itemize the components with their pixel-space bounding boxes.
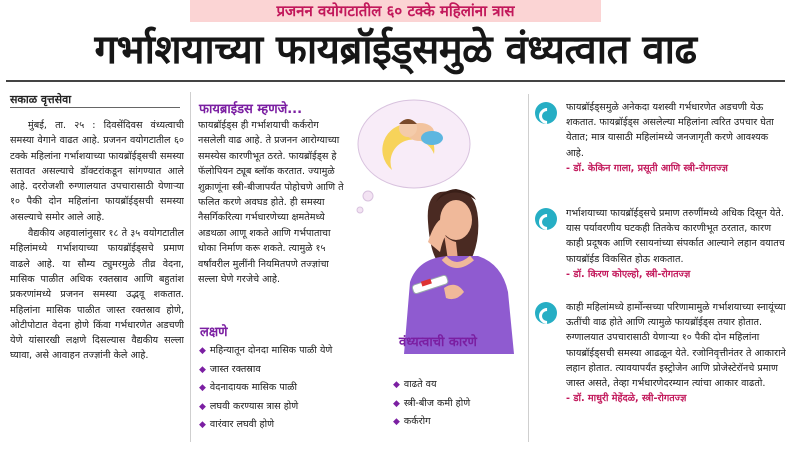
byline-rule [10, 107, 180, 108]
symptoms-heading: लक्षणे [200, 325, 228, 340]
causes-list [393, 376, 523, 432]
woman-illustration [352, 92, 520, 354]
cause-item: ◆ कर्करोग [393, 416, 431, 428]
quote-mark-icon [535, 208, 557, 230]
expert-quote [535, 100, 787, 176]
symptom-item: ◆ जास्त रक्तस्राव [199, 363, 261, 375]
bullet-diamond-icon: ◆ [393, 398, 400, 409]
symptom-item: ◆ लघवी करण्यास त्रास होणे [199, 400, 299, 412]
quote-mark-icon [535, 102, 557, 124]
quote-mark-icon [535, 302, 557, 324]
symptoms-list [199, 342, 351, 435]
quote-text: फायब्रॉईड्समुळे अनेकदा यशस्वी गर्भधारणेत अडचणी येऊ शकतात. फायब्रॉईड्स असलेल्या महिलांना त्वरित उपचार घेता येतात; मात्र यासाठी महिलांमध्ये जनजागृती करणे आवश्यक आहे. - डॉ. केकिन गाला, प्रसूती आणि स्त्री-रोगतज्ज्ञ [566, 102, 774, 174]
bullet-diamond-icon: ◆ [199, 420, 206, 431]
symptom-item: ◆ महिन्यातून दोनदा मासिक पाळी येणे [199, 345, 333, 356]
causes-heading: वंध्यत्वाची कारणे [399, 335, 477, 350]
expert-quote [535, 206, 787, 282]
symptom-item: ◆ वारंवार लघवी होणे [199, 419, 275, 431]
headline-rule [6, 80, 785, 82]
quote-attribution: - डॉ. किरण कोएल्हो, स्त्री-रोगतज्ज्ञ [566, 268, 691, 280]
bullet-diamond-icon: ◆ [199, 364, 206, 375]
bullet-diamond-icon: ◆ [393, 417, 400, 428]
cause-item: ◆ स्त्री-बीज कमी होणे [393, 397, 471, 409]
fibroids-heading: फायब्राईडस म्हणजे... [199, 102, 303, 117]
body-paragraph: मुंबई, ता. २५ : दिवसेंदिवस वंध्यत्वाची समस्या वेगाने वाढत आहे. प्रजनन वयोगटातील ६० टक्के महिलांना गर्भाशयाच्या फायब्रॉईड्सची समस्या सतावत असल्याचे डॉक्टरांकडून सांगण्यात आले आहे. दररोजशी रुग्णालयात उपचारासाठी येणाऱ्या १० पैकी दोन महिलांना फायब्रॉईड्सची समस्या असल्याचे समोर आले आहे. [10, 120, 184, 223]
kicker-banner: प्रजनन वयोगटातील ६० टक्के महिलांना त्रास [190, 0, 601, 22]
bullet-diamond-icon: ◆ [199, 383, 206, 394]
headline: गर्भाशयाच्या फायब्रॉईड्‌समुळे वंध्यत्वात वाढ [94, 27, 697, 73]
expert-quote [535, 300, 787, 406]
fibroids-text: फायब्रॉईड्स ही गर्भाशयाची कर्करोग नसलेली वाढ आहे. ते प्रजनन आरोग्याच्या समस्येस कारणीभूत ठरते. फायब्रॉईड्स हे फॅलोपियन ट्यूब ब्लॉक करतात. ज्यामुळे शुक्राणूंना स्त्री-बीजापर्यंत पोहोचणे आणि ते फलित करणे अवघड होते. ही समस्या नैसर्गिकरित्या गर्भधारणेच्या क्षमतेमध्ये अडथळा आणू शकते आणि गर्भपाताचा धोका निर्माण करू शकते. त्यामुळे १५ वर्षांवरील मुलींनी नियमितपणे तज्ज्ञांचा सल्ला घेणे गरजेचे आहे. [198, 120, 344, 286]
bullet-diamond-icon: ◆ [199, 401, 206, 412]
quote-attribution: - डॉ. माधुरी मेहेंदळे, स्त्री-रोगतज्ज्ञ [566, 393, 687, 405]
bullet-diamond-icon: ◆ [199, 346, 206, 356]
quote-text: गर्भाशयाच्या फायब्रॉईड्सचे प्रमाण तरुणींमध्ये अधिक दिसून येते. यास पर्यावरणीय घटकही तितकेच कारणीभूत ठरतात, कारण काही प्रदूषक आणि रसायनांच्या संपर्कात आल्याने लहान वयातच फायब्रॉईड विकसित होऊ शकतात. - डॉ. किरण कोएल्हो, स्त्री-रोगतज्ज्ञ [566, 208, 785, 280]
main-article-body [10, 118, 184, 440]
column-divider [528, 94, 529, 442]
quote-attribution: - डॉ. केकिन गाला, प्रसूती आणि स्त्री-रोगतज्ज्ञ [566, 162, 728, 174]
quote-text: काही महिलांमध्ये हार्मोन्सच्या परिणामामुळे गर्भाशयाच्या स्नायूंच्या ऊतींची वाढ होते आणि त्यामुळे फायब्रॉईड्स तयार होतात. रुग्णालयात उपचारासाठी येणाऱ्या १० पैकी दोन महिलांना फायब्रॉईड्सची समस्या आढळून येते. रजोनिवृत्तीनंतर ते आकाराने लहान होतात. त्यावयापर्यंत इस्ट्रोजेन आणि प्रोजेस्टेरॉनचे प्रमाण जास्त असते, तेव्हा गर्भधारणेदरम्यान त्यांचा आकार वाढतो. - डॉ. माधुरी मेहेंदळे, स्त्री-रोगतज्ज्ञ [566, 302, 786, 405]
column-divider [190, 92, 191, 442]
bullet-diamond-icon: ◆ [393, 380, 400, 390]
body-paragraph: वैद्यकीय अहवालांनुसार १८ ते ३५ वयोगटातील महिलांमध्ये गर्भाशयाच्या फायब्रॉईड्सचे प्रमाण वाढले आहे. या सौम्य ट्युमरमुळे तीव्र वेदना, मासिक पाळीत अधिक रक्तस्राव आणि बहुतांश प्रकरणांमध्ये प्रजनन समस्या उद्भवू शकतात. महिलांना मासिक पाळीत जास्त रक्तस्राव होणे, ओटीपोटात वेदना होणे किंवा गर्भधारणेत अडचणी येणे यांसारखी लक्षणे दिसल्यास वैद्यकीय सल्ला घ्यावा, असे आवाहन तज्ज्ञांनी केले आहे. [10, 228, 184, 362]
cause-item: ◆ वाढते वय [393, 379, 437, 390]
byline: सकाळ वृत्तसेवा [10, 93, 72, 106]
symptom-item: ◆ वेदनादायक मासिक पाळी [199, 382, 298, 394]
